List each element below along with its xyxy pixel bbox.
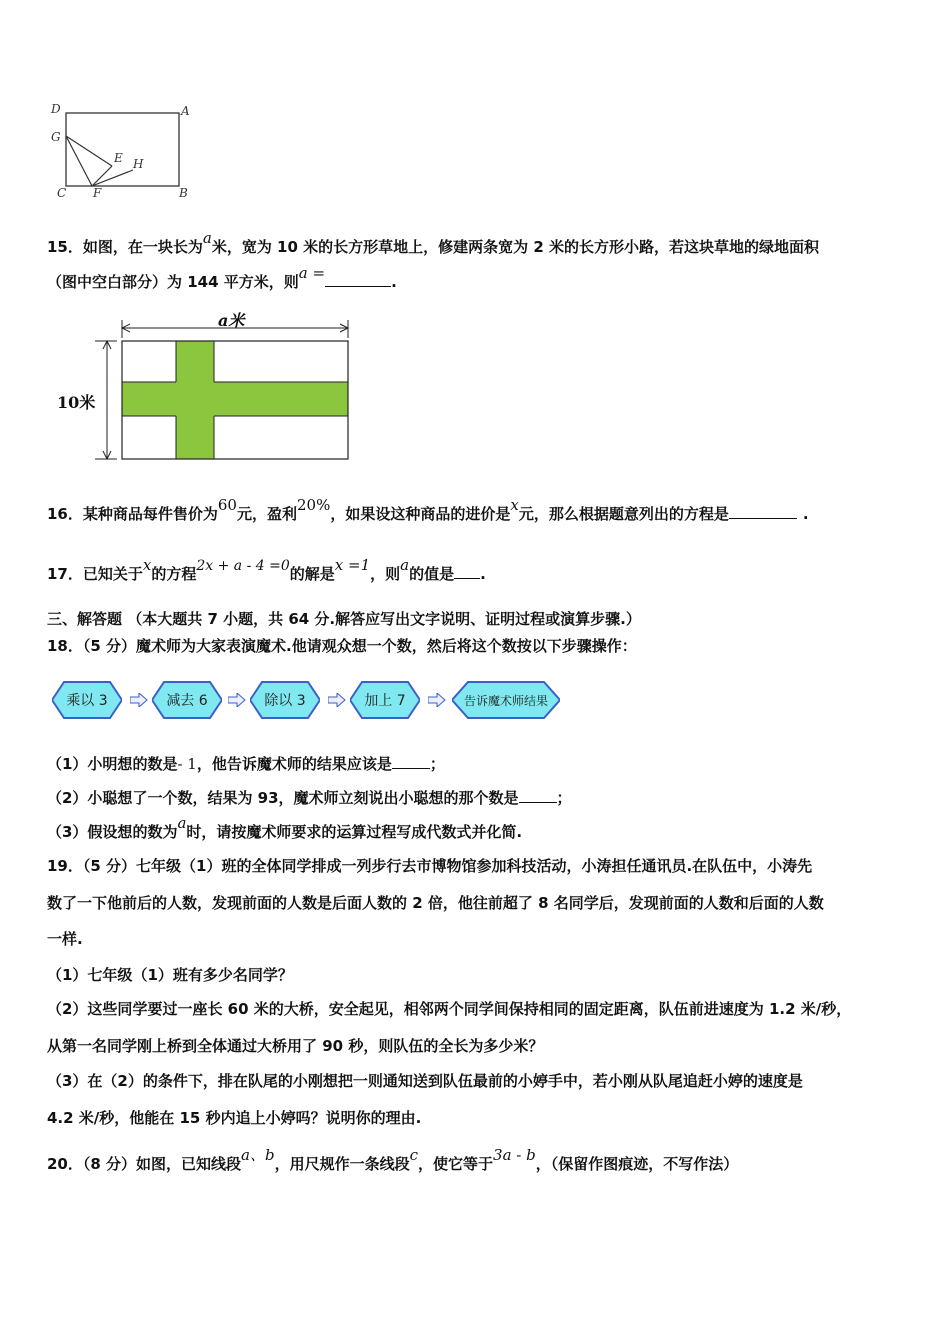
q20-expr: 3a - b <box>493 1146 536 1164</box>
q17-line <box>47 556 486 585</box>
q18-part1 <box>47 754 445 774</box>
q16-profit: 20% <box>297 496 331 514</box>
q16-end: . <box>802 505 809 523</box>
q17-text-4: ，则 <box>370 565 401 583</box>
q20-var-c: c <box>409 1146 419 1164</box>
section3-title: 三、解答题 （本大题共 7 小题，共 64 分.解答应写出文字说明、证明过程或演算步骤.） <box>47 610 641 628</box>
label-H: H <box>133 157 144 171</box>
q18-p2-end: ； <box>556 789 572 807</box>
q19-part3-line2: 4.2 米/秒，他能在 15 秒内追上小婷吗？说明你的理由. <box>47 1109 422 1127</box>
q17-end: . <box>480 565 486 583</box>
height-label: 10米 <box>57 393 96 412</box>
q17-text-1: 17．已知关于 <box>47 565 143 583</box>
q17-text-2: 的方程 <box>151 565 197 583</box>
q15-end: . <box>391 273 397 291</box>
q16-line <box>47 496 809 524</box>
q18-p3-var: a <box>177 814 187 832</box>
flow-step-1-label: 乘以 3 <box>66 693 108 709</box>
q18-part3 <box>47 814 523 842</box>
q18-intro: 18．（5 分）魔术师为大家表演魔术.他请观众想一个数，然后将这个数按以下步骤操作： <box>47 637 637 655</box>
flow-arrow-2 <box>228 693 246 707</box>
q17-solution: x =1 <box>334 556 371 574</box>
lawn-figure-15 <box>55 308 365 468</box>
q19-line1: 19．（5 分）七年级（1）班的全体同学排成一列步行去市博物馆参加科技活动，小涛担任通讯员.在队伍中，小涛先 <box>47 857 813 875</box>
q18-p3-text-b: 时，请按魔术师要求的运算过程写成代数式并化简. <box>186 823 523 841</box>
flow-step-5 <box>452 681 560 719</box>
q17-answer-blank[interactable] <box>454 564 480 579</box>
label-C: C <box>57 186 67 200</box>
flow-arrow-4 <box>428 693 446 707</box>
q15-answer-blank[interactable] <box>325 272 391 287</box>
flow-step-1 <box>52 681 122 719</box>
q15-text-c: （图中空白部分）为 144 平方米，则 <box>47 273 299 291</box>
q17-text-5: 的值是 <box>409 565 455 583</box>
q18-part2 <box>47 788 572 808</box>
q15-var-a: a <box>202 229 212 247</box>
q18-flowchart <box>50 680 570 722</box>
lawn-diagram <box>55 308 365 468</box>
q16-text-1: 16．某种商品每件售价为 <box>47 505 218 523</box>
geometry-figure-14 <box>45 100 205 205</box>
q15-line2 <box>47 264 397 292</box>
q16-text-3: ，如果设这种商品的进价是 <box>330 505 511 523</box>
q18-p1-value: - 1 <box>177 755 197 773</box>
q15-eq: = <box>307 264 326 282</box>
flow-arrow-3 <box>328 693 346 707</box>
q18-p1-text-b: ，他告诉魔术师的结果应该是 <box>196 755 392 773</box>
flow-arrow-1 <box>130 693 148 707</box>
q17-equation: 2x + a - 4 =0 <box>196 558 290 574</box>
q18-p1-answer-blank[interactable] <box>392 754 430 769</box>
q19-part3-line1: （3）在（2）的条件下，排在队尾的小刚想把一则通知送到队伍最前的小婷手中，若小刚从队尾追赶小婷的速度是 <box>47 1072 803 1090</box>
q20-text-4: ，（保留作图痕迹，不写作法） <box>535 1155 739 1173</box>
q16-price: 60 <box>217 496 237 514</box>
label-B: B <box>179 186 188 200</box>
q15-var-a2: a <box>298 264 308 282</box>
q18-p1-text-a: （1）小明想的数是 <box>47 755 178 773</box>
q16-var: x <box>510 496 519 514</box>
q19-line2: 数了一下他前后的人数，发现前面的人数是后面人数的 2 倍，他往前超了 8 名同学后，发现前面的人数和后面的人数 <box>47 894 824 912</box>
flow-step-3-label: 除以 3 <box>264 693 306 709</box>
q15-line1 <box>47 229 820 257</box>
q18-p1-end: ； <box>429 755 445 773</box>
q17-var-a: a <box>400 556 410 574</box>
q19-part2-line2: 从第一名同学刚上桥到全体通过大桥用了 90 秒，则队伍的全长为多少米？ <box>47 1037 544 1055</box>
q16-text-4: 元，那么根据题意列出的方程是 <box>518 505 729 523</box>
label-F: F <box>93 186 102 200</box>
q15-text-a: 15．如图，在一块长为 <box>47 238 203 256</box>
horizontal-path <box>122 382 348 416</box>
q19-line3: 一样. <box>47 930 83 948</box>
q20-vars: a、b <box>241 1146 275 1164</box>
q20-text-3: ，使它等于 <box>418 1155 494 1173</box>
q16-text-2: 元，盈利 <box>236 505 297 523</box>
q20-text-2: ，用尺规作一条线段 <box>274 1155 410 1173</box>
q20-text-1: 20．（8 分）如图，已知线段 <box>47 1155 242 1173</box>
label-D: D <box>51 102 61 116</box>
q18-p2-answer-blank[interactable] <box>519 788 557 803</box>
q17-text-3: 的解是 <box>289 565 335 583</box>
flow-step-2-label: 减去 6 <box>166 693 208 709</box>
q19-part1: （1）七年级（1）班有多少名同学？ <box>47 966 293 984</box>
q16-answer-blank[interactable] <box>729 504 797 519</box>
vertical-path <box>176 341 214 459</box>
flow-step-2 <box>152 681 222 719</box>
q17-var-x: x <box>142 556 152 574</box>
width-label: a米 <box>218 311 245 330</box>
flow-step-4-label: 加上 7 <box>364 693 406 709</box>
q18-p2-text: （2）小聪想了一个数，结果为 93，魔术师立刻说出小聪想的那个数是 <box>47 789 519 807</box>
q18-p3-text-a: （3）假设想的数为 <box>47 823 178 841</box>
label-G: G <box>51 130 61 144</box>
q20-line <box>47 1146 739 1174</box>
flow-step-3 <box>250 681 320 719</box>
q19-part2-line1: （2）这些同学要过一座长 60 米的大桥，安全起见，相邻两个同学间保持相同的固定距离，队伍前进速度为 1.2 米/秒， <box>47 1000 852 1018</box>
label-E: E <box>114 151 123 165</box>
q15-text-b: 米，宽为 10 米的长方形草地上，修建两条宽为 2 米的长方形小路，若这块草地的绿地面积 <box>211 238 820 256</box>
label-A: A <box>181 104 190 118</box>
flow-step-4 <box>350 681 420 719</box>
flow-step-5-label: 告诉魔术师结果 <box>463 693 548 708</box>
